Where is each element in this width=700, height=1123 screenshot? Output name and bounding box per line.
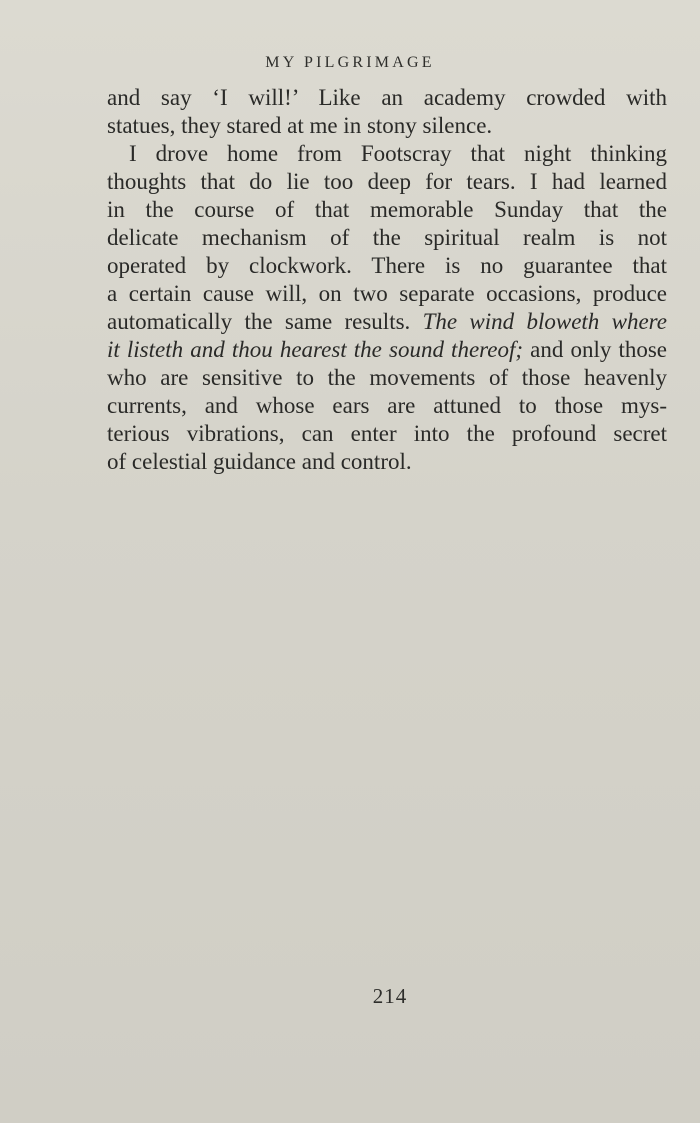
- text-line-content: operated by clockwork. There is no guarantee that: [107, 253, 667, 278]
- text-line: [107, 448, 667, 476]
- text-line-content: delicate mechanism of the spiritual realm is not: [107, 225, 667, 250]
- text-line: [107, 280, 667, 308]
- text-line-content: I drove home from Footscray that night thinking: [129, 141, 667, 166]
- text-line-content: statues, they stared at me in stony silence.: [107, 113, 493, 138]
- text-line-content: and say ‘I will!’ Like an academy crowded with: [107, 85, 667, 110]
- text-line-content: of celestial guidance and control.: [107, 449, 412, 474]
- text-line-roman: automatically the same results.: [107, 309, 423, 334]
- running-head: MY PILGRIMAGE: [265, 54, 435, 71]
- paragraph-first-line: [107, 140, 667, 168]
- page-number: 214: [372, 984, 408, 1008]
- italic-quotation: it listeth and thou hearest the sound thereof;: [107, 337, 524, 362]
- text-line: [107, 112, 667, 140]
- text-line: [107, 336, 667, 364]
- text-line: [107, 168, 667, 196]
- text-line: [107, 364, 667, 392]
- text-line-roman: and only those: [523, 337, 667, 362]
- text-line: [107, 224, 667, 252]
- text-line: [107, 308, 667, 336]
- text-line-content: thoughts that do lie too deep for tears. I had learned: [107, 169, 667, 194]
- text-line-content: who are sensitive to the movements of those heavenly: [107, 365, 667, 390]
- text-line: [107, 420, 667, 448]
- text-line-content: in the course of that memorable Sunday that the: [107, 197, 667, 222]
- italic-quotation: The wind bloweth where: [422, 309, 667, 334]
- text-line-content: terious vibrations, can enter into the profound secret: [107, 421, 667, 446]
- text-line-content: a certain cause will, on two separate occasions, produce: [107, 281, 667, 306]
- text-line: [107, 196, 667, 224]
- text-line-content: currents, and whose ears are attuned to those mys-: [107, 393, 667, 418]
- text-line: [107, 392, 667, 420]
- text-line: [107, 84, 667, 112]
- text-line: [107, 252, 667, 280]
- body-text: [107, 84, 667, 476]
